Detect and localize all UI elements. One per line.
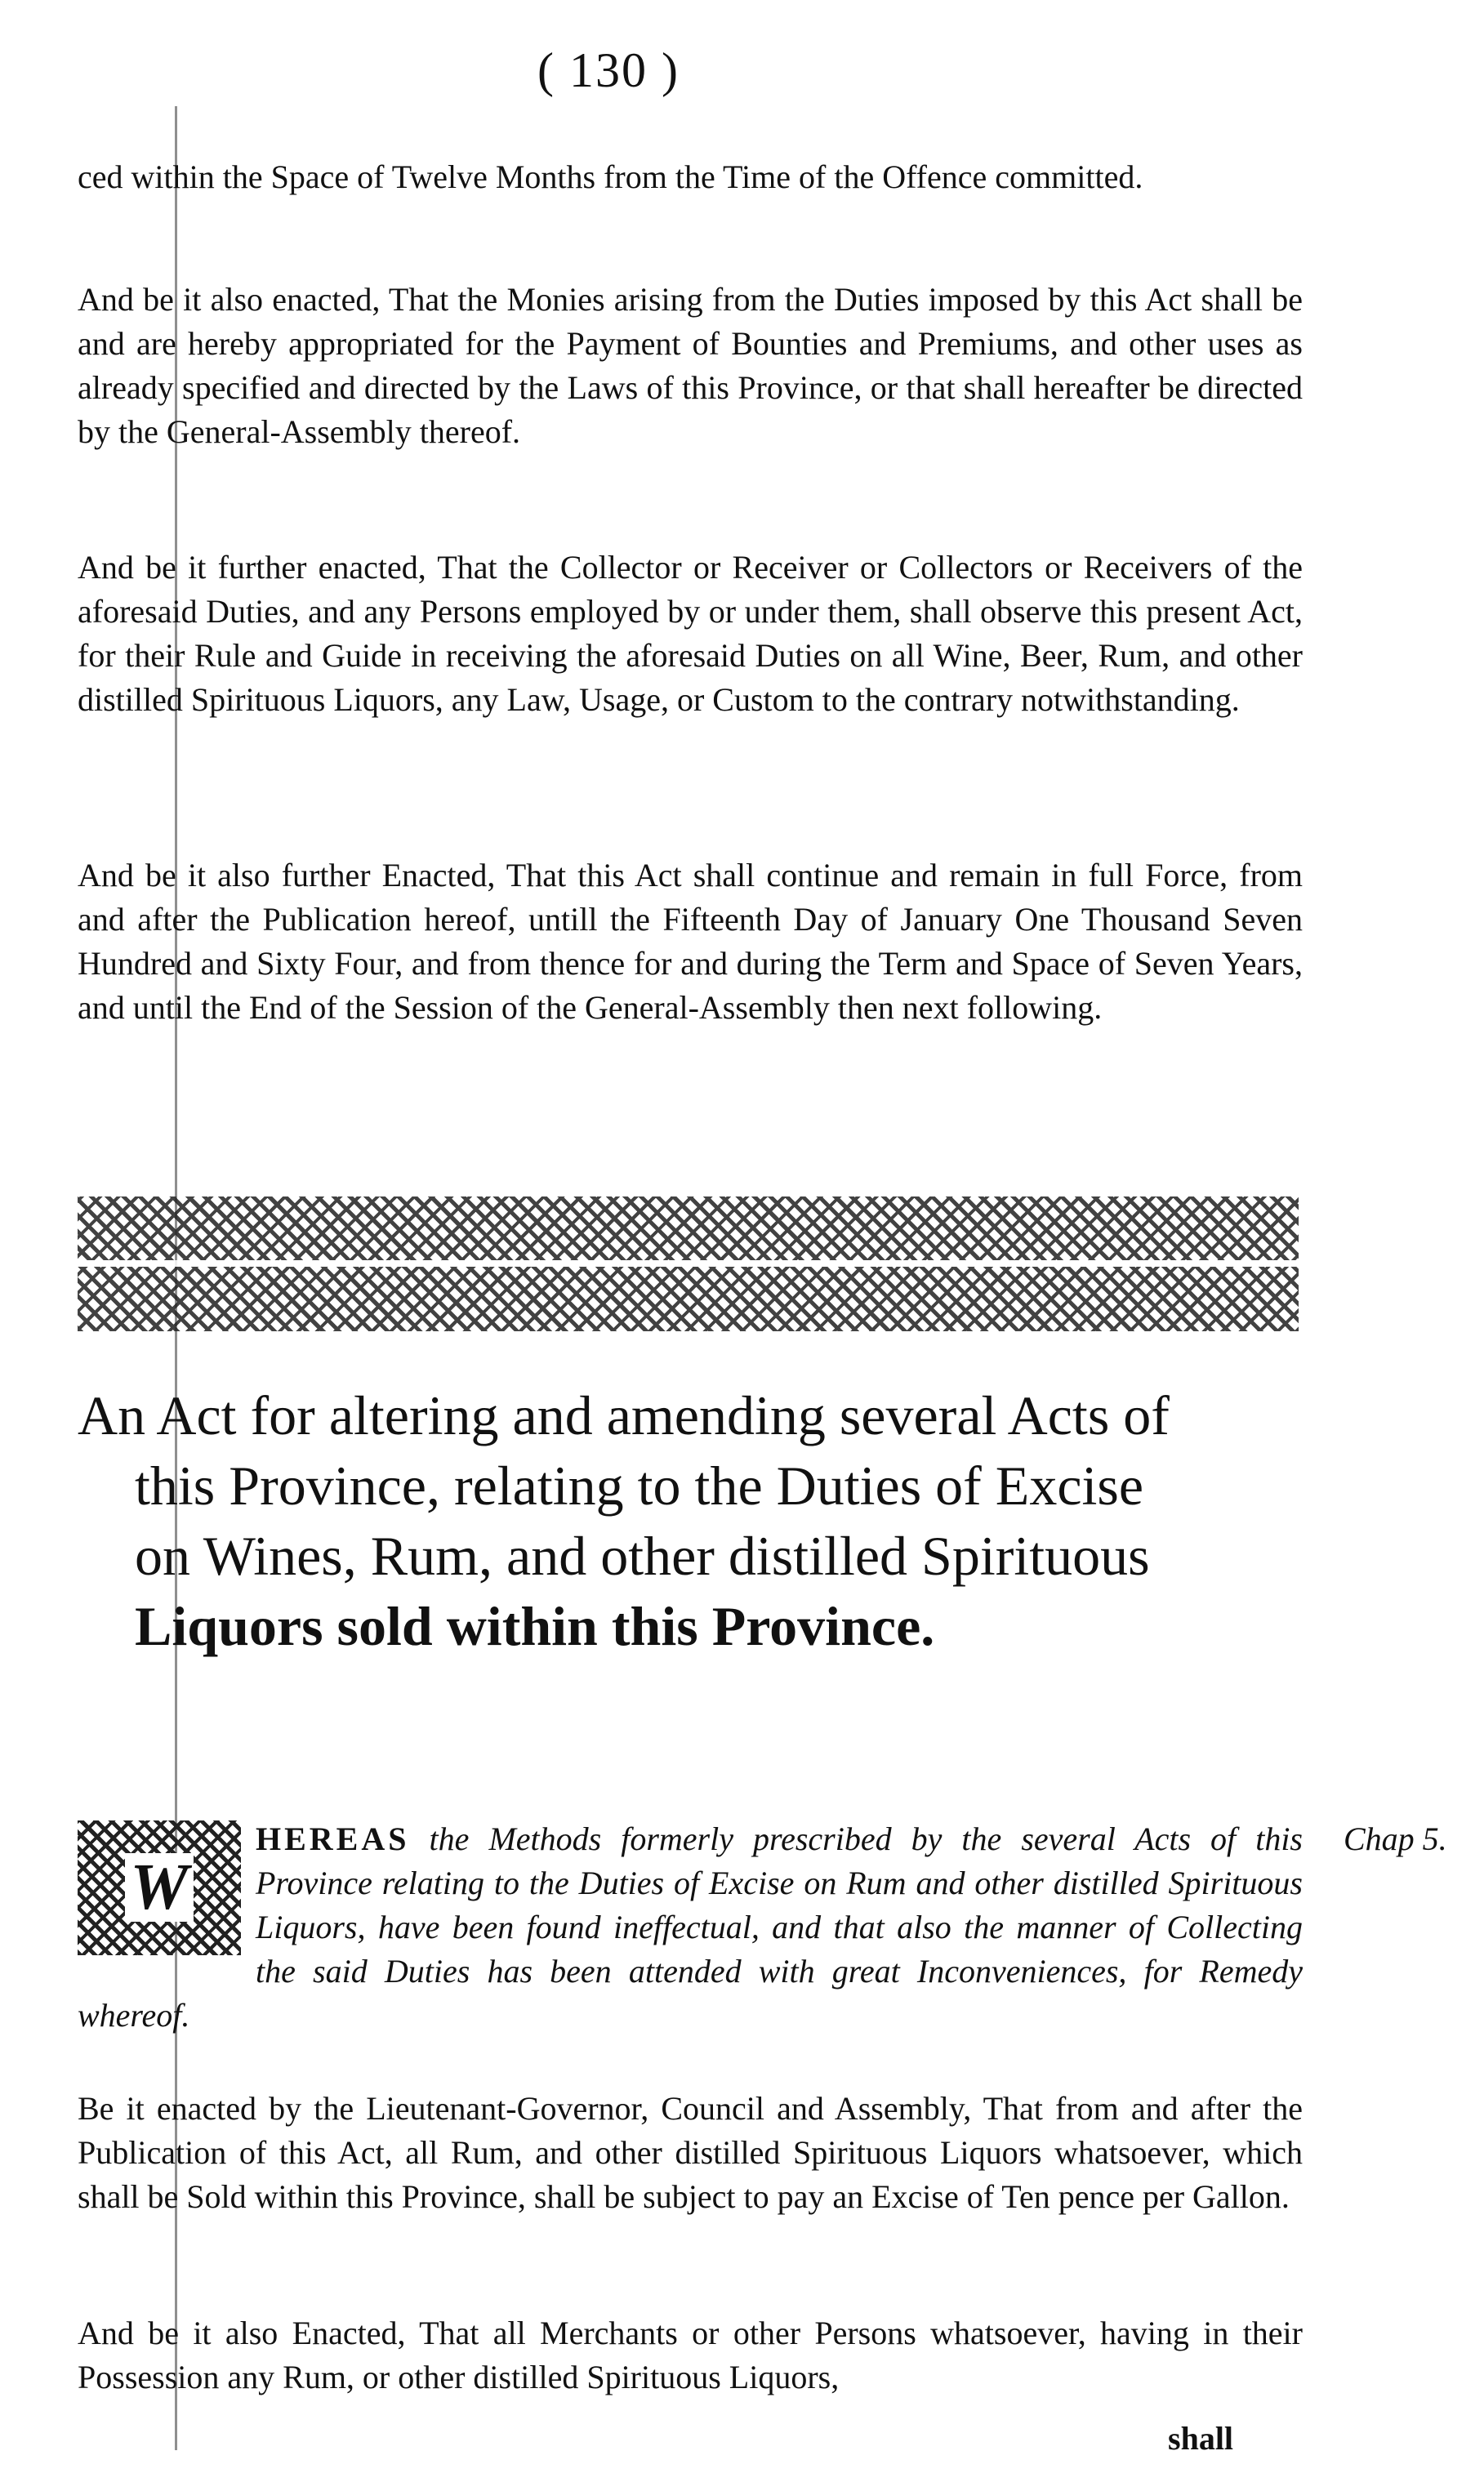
drop-cap-ornament-icon	[78, 1820, 241, 1955]
margin-note: Chap 5.	[1344, 1820, 1447, 1857]
ornamental-border-icon	[78, 1196, 1299, 1331]
paragraph-merchants	[78, 2311, 1303, 2400]
preamble-text: the Methods formerly prescribed by the several Acts of this Province relating to the Duties of Excise on Rum and other distilled Spirituous Liquors, have been found ineffectual, and that also the manner of Collecting the said Duties has been attended with great Inconveniences, for Remedy whereof.	[78, 1820, 1304, 2034]
paragraph-monies-appropriation	[78, 278, 1303, 454]
paragraph-text: And be it also further Enacted, That this Act shall continue and remain in full Force, from and after the Publication hereof, untill the Fifteenth Day of January One Thousand Seven Hundred and Sixty Four, and from thence for and during the Term and Space of Seven Years, and until the End of the Session of the General-Assembly then next following.	[78, 857, 1303, 1026]
paragraph-offence-time	[78, 155, 1303, 199]
page-number: ( 130 )	[537, 43, 680, 97]
paragraph-text: And be it also enacted, That the Monies arising from the Duties imposed by this Act shall be and are hereby appropriated for the Payment of Bounties and Premiums, and other uses as already specified and directed by the Laws of this Province, or that shall hereafter be directed by the General-Assembly thereof.	[78, 281, 1303, 450]
drop-cap-letter: W	[125, 1853, 194, 1922]
paragraph-collectors-rule	[78, 546, 1303, 722]
paragraph-text: And be it also Enacted, That all Merchants or other Persons whatsoever, having in their Possession any Rum, or other distilled Spirituous Liquors,	[78, 2315, 1303, 2395]
act-title-line: on Wines, Rum, and other distilled Spirituous	[135, 1525, 1150, 1587]
act-title-line: this Province, relating to the Duties of Excise	[135, 1455, 1144, 1517]
preamble-lead-word: HEREAS	[256, 1820, 410, 1857]
preamble	[78, 1817, 1303, 2038]
paragraph-excise-rate	[78, 2087, 1303, 2219]
act-title	[78, 1380, 1319, 1661]
paragraph-text: Be it enacted by the Lieutenant-Governor, Council and Assembly, That from and after the Publication of this Act, all Rum, and other distilled Spirituous Liquors whatsoever, which shall be Sold within this Province, shall be subject to pay an Excise of Ten pence per Gallon.	[78, 2090, 1303, 2215]
catchword: shall	[1168, 2420, 1234, 2457]
paragraph-text: And be it further enacted, That the Collector or Receiver or Collectors or Receivers of the aforesaid Duties, and any Persons employed by or under them, shall observe this present Act, for their Rule and Guide in receiving the aforesaid Duties on all Wine, Beer, Rum, and other distilled Spirituous Liquors, any Law, Usage, or Custom to the contrary notwithstanding.	[78, 549, 1303, 718]
paragraph-text: ced within the Space of Twelve Months from the Time of the Offence committed.	[78, 158, 1143, 195]
act-title-line: Liquors sold within this Province.	[135, 1595, 935, 1657]
act-title-line: An Act for altering and amending several Acts of	[78, 1384, 1170, 1446]
paragraph-act-duration	[78, 853, 1303, 1030]
